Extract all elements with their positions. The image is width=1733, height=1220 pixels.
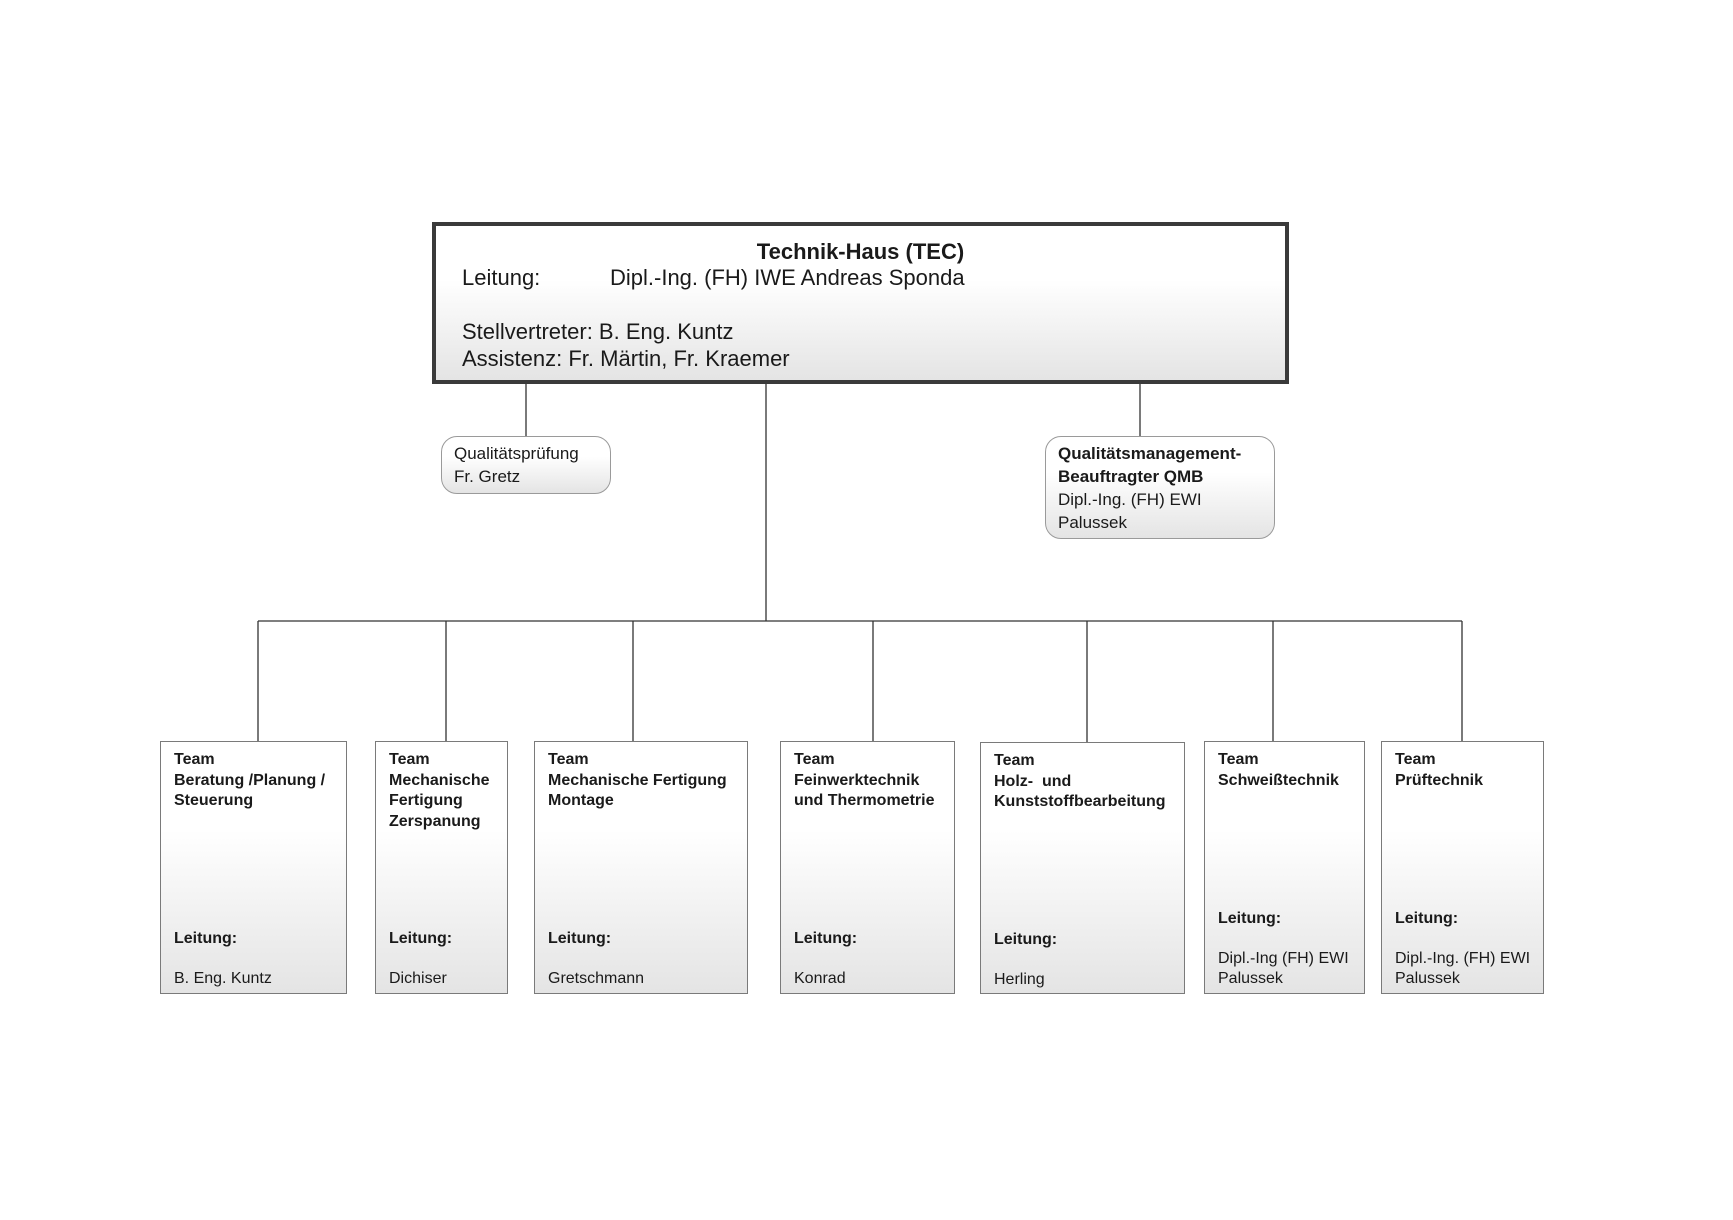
team-node-prueftechnik [1381,741,1544,994]
team-node-schweisstechnik [1204,741,1365,994]
team-heading-line: Team [1395,751,1436,768]
team-heading-line: Feinwerktechnik [794,771,920,789]
team-lead-name [1218,949,1360,989]
qmb-title-line1: Qualitätsmanagement- [1058,444,1242,463]
root-deputy: Stellvertreter: B. Eng. Kuntz [462,319,734,344]
team-heading-line: Team [1218,751,1259,768]
team-heading-line: Schweißtechnik [1218,771,1339,789]
team-lead-label: Leitung: [794,930,858,947]
team-node-feinwerktechnik [780,741,955,994]
qmb-title-line2: Beauftragter QMB [1058,467,1204,486]
team-node-zerspanung [375,741,508,994]
team-lead-label: Leitung: [174,930,238,947]
team-lead-line: Herling [994,971,1045,988]
team-heading-line: Zerspanung [389,812,481,830]
team-heading [389,750,503,832]
team-lead-line: Palussek [1395,970,1460,987]
team-heading-line: Mechanische Fertigung [548,771,727,789]
team-heading-line: Beratung /Planung / [174,771,326,789]
team-heading [994,751,1180,813]
root-title: Technik-Haus (TEC) [756,239,965,264]
team-lead-name [548,969,743,989]
team-lead-name [794,969,950,989]
team-heading [794,750,950,812]
team-lead-label: Leitung: [1218,910,1282,927]
team-lead-line: Gretschmann [548,970,645,987]
qp-person: Fr. Gretz [454,467,521,486]
team-lead-label: Leitung: [1395,910,1459,927]
team-heading-line: Team [389,751,430,768]
team-lead-name [174,969,342,989]
team-heading-line: Team [174,751,215,768]
root-assistant: Assistenz: Fr. Märtin, Fr. Kraemer [462,346,790,371]
team-heading [1218,750,1360,791]
team-lead-name [994,970,1180,990]
team-lead-line: B. Eng. Kuntz [174,970,272,987]
qp-title: Qualitätsprüfung [454,444,579,463]
team-heading-line: Fertigung [389,792,463,809]
team-heading-line: Kunststoffbearbeitung [994,793,1166,810]
team-node-montage [534,741,748,994]
team-lead-line: Palussek [1218,970,1283,987]
team-heading-line: Mechanische [389,771,490,789]
team-lead-line: Dichiser [389,970,447,987]
root-lead-label: Leitung: [462,265,541,290]
team-heading-line: und Thermometrie [794,792,935,809]
root-node-technik-haus [432,222,1289,384]
node-qualitaetspruefung [441,436,611,494]
team-heading-line: Team [548,751,589,768]
team-heading-line: Prüftechnik [1395,771,1484,789]
team-heading [548,750,743,812]
team-heading [174,750,342,812]
node-qmb [1045,436,1275,539]
team-heading-line: Team [794,751,835,768]
team-node-holz-kunststoff [980,742,1185,994]
qmb-person-line1: Dipl.-Ing. (FH) EWI [1058,490,1202,509]
team-lead-label: Leitung: [389,930,453,947]
team-heading-line: Steuerung [174,792,254,809]
team-heading [1395,750,1539,791]
team-lead-line: Dipl.-Ing. (FH) EWI [1395,950,1531,967]
team-heading-line: Holz- und [994,772,1072,790]
team-lead-label: Leitung: [548,930,612,947]
team-lead-line: Dipl.-Ing (FH) EWI [1218,950,1349,967]
team-heading-line: Montage [548,792,614,809]
qmb-person-line2: Palussek [1058,513,1127,532]
team-lead-label: Leitung: [994,931,1058,948]
team-lead-name [389,969,503,989]
team-lead-line: Konrad [794,970,846,987]
team-lead-name [1395,949,1539,989]
team-heading-line: Team [994,752,1035,769]
team-node-beratung [160,741,347,994]
root-lead-name: Dipl.-Ing. (FH) IWE Andreas Sponda [610,265,965,290]
